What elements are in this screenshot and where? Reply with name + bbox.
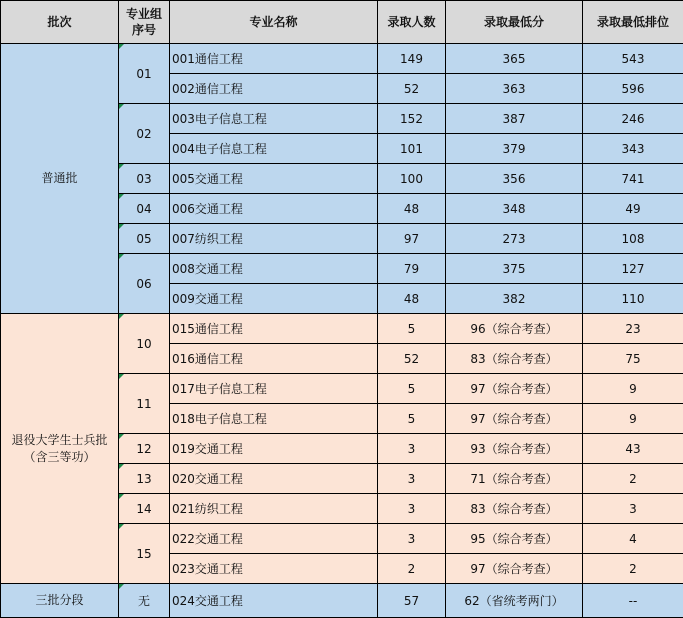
major-cell: 007纺织工程: [170, 224, 378, 254]
count-cell: 57: [378, 584, 446, 618]
corner-mark-icon: [119, 494, 124, 499]
group-number: 03: [136, 172, 151, 186]
group-cell: [119, 584, 170, 618]
min-score-cell: 348: [446, 194, 583, 224]
major-cell: 002通信工程: [170, 74, 378, 104]
major-cell: 005交通工程: [170, 164, 378, 194]
min-rank-cell: 75: [583, 344, 683, 374]
group-number: 11: [136, 397, 151, 411]
group-number: 01: [136, 67, 151, 81]
group-cell: [119, 104, 170, 164]
count-cell: 79: [378, 254, 446, 284]
header-major: 专业名称: [170, 1, 378, 44]
major-cell: 020交通工程: [170, 464, 378, 494]
count-cell: 5: [378, 404, 446, 434]
min-rank-cell: 596: [583, 74, 683, 104]
min-rank-cell: --: [583, 584, 683, 618]
group-cell: [119, 224, 170, 254]
major-cell: 009交通工程: [170, 284, 378, 314]
header-batch: 批次: [1, 1, 119, 44]
corner-mark-icon: [119, 434, 124, 439]
count-cell: 2: [378, 554, 446, 584]
major-cell: 016通信工程: [170, 344, 378, 374]
header-count: 录取人数: [378, 1, 446, 44]
batch-name: 退役大学生士兵批: [11, 433, 107, 447]
major-cell: 023交通工程: [170, 554, 378, 584]
group-cell: [119, 464, 170, 494]
batch-note: （含三等功）: [23, 450, 95, 464]
min-score-cell: 97（综合考查）: [446, 374, 583, 404]
group-cell: [119, 494, 170, 524]
major-cell: 019交通工程: [170, 434, 378, 464]
corner-mark-icon: [119, 464, 124, 469]
group-cell: [119, 434, 170, 464]
min-score-cell: 365: [446, 44, 583, 74]
min-rank-cell: 9: [583, 374, 683, 404]
min-score-cell: 356: [446, 164, 583, 194]
min-score-cell: 97（综合考查）: [446, 404, 583, 434]
count-cell: 3: [378, 464, 446, 494]
major-cell: 001通信工程: [170, 44, 378, 74]
count-cell: 5: [378, 374, 446, 404]
major-cell: 022交通工程: [170, 524, 378, 554]
count-cell: 48: [378, 284, 446, 314]
min-rank-cell: 108: [583, 224, 683, 254]
major-cell: 008交通工程: [170, 254, 378, 284]
min-score-cell: 93（综合考查）: [446, 434, 583, 464]
group-cell: [119, 374, 170, 434]
min-rank-cell: 23: [583, 314, 683, 344]
min-rank-cell: 43: [583, 434, 683, 464]
major-cell: 006交通工程: [170, 194, 378, 224]
corner-mark-icon: [119, 164, 124, 169]
count-cell: 52: [378, 74, 446, 104]
batch-cell: [1, 584, 119, 618]
count-cell: 3: [378, 494, 446, 524]
count-cell: 52: [378, 344, 446, 374]
group-cell: [119, 194, 170, 224]
major-cell: 021纺织工程: [170, 494, 378, 524]
count-cell: 5: [378, 314, 446, 344]
header-group-no: 专业组序号: [119, 1, 170, 44]
table-row: [1, 314, 683, 344]
min-score-cell: 96（综合考查）: [446, 314, 583, 344]
min-score-cell: 83（综合考查）: [446, 344, 583, 374]
corner-mark-icon: [119, 104, 124, 109]
min-rank-cell: 9: [583, 404, 683, 434]
batch-cell: [1, 314, 119, 584]
count-cell: 101: [378, 134, 446, 164]
group-number: 05: [136, 232, 151, 246]
min-score-cell: 387: [446, 104, 583, 134]
major-cell: 018电子信息工程: [170, 404, 378, 434]
corner-mark-icon: [119, 374, 124, 379]
corner-mark-icon: [119, 224, 124, 229]
min-score-cell: 71（综合考查）: [446, 464, 583, 494]
major-cell: 024交通工程: [170, 584, 378, 618]
batch-cell: [1, 44, 119, 314]
major-cell: 015通信工程: [170, 314, 378, 344]
group-cell: [119, 524, 170, 584]
group-cell: [119, 164, 170, 194]
corner-mark-icon: [119, 254, 124, 259]
header-row: [1, 1, 683, 44]
min-rank-cell: 741: [583, 164, 683, 194]
min-score-cell: 363: [446, 74, 583, 104]
min-rank-cell: 4: [583, 524, 683, 554]
group-number: 04: [136, 202, 151, 216]
min-rank-cell: 3: [583, 494, 683, 524]
min-rank-cell: 110: [583, 284, 683, 314]
count-cell: 3: [378, 434, 446, 464]
min-rank-cell: 2: [583, 464, 683, 494]
group-number: 15: [136, 547, 151, 561]
min-score-cell: 83（综合考查）: [446, 494, 583, 524]
min-rank-cell: 343: [583, 134, 683, 164]
corner-mark-icon: [119, 584, 124, 589]
group-number: 13: [136, 472, 151, 486]
table-row: [1, 584, 683, 618]
min-score-cell: 273: [446, 224, 583, 254]
corner-mark-icon: [119, 524, 124, 529]
group-number: 06: [136, 277, 151, 291]
group-cell: [119, 254, 170, 314]
major-cell: 017电子信息工程: [170, 374, 378, 404]
corner-mark-icon: [119, 194, 124, 199]
min-rank-cell: 2: [583, 554, 683, 584]
count-cell: 100: [378, 164, 446, 194]
min-score-cell: 382: [446, 284, 583, 314]
min-score-cell: 62（省统考两门）: [446, 584, 583, 618]
group-number: 10: [136, 337, 151, 351]
min-score-cell: 95（综合考查）: [446, 524, 583, 554]
header-min-rank: 录取最低排位: [583, 1, 683, 44]
group-cell: [119, 44, 170, 104]
table-row: [1, 44, 683, 74]
header-min-score: 录取最低分: [446, 1, 583, 44]
min-score-cell: 375: [446, 254, 583, 284]
corner-mark-icon: [119, 314, 124, 319]
min-rank-cell: 543: [583, 44, 683, 74]
count-cell: 3: [378, 524, 446, 554]
min-score-cell: 379: [446, 134, 583, 164]
major-cell: 004电子信息工程: [170, 134, 378, 164]
batch-name: 普通批: [41, 171, 77, 185]
min-rank-cell: 127: [583, 254, 683, 284]
corner-mark-icon: [119, 44, 124, 49]
count-cell: 149: [378, 44, 446, 74]
major-cell: 003电子信息工程: [170, 104, 378, 134]
group-number: 02: [136, 127, 151, 141]
count-cell: 48: [378, 194, 446, 224]
count-cell: 152: [378, 104, 446, 134]
group-cell: [119, 314, 170, 374]
group-number: 无: [138, 594, 150, 608]
min-rank-cell: 49: [583, 194, 683, 224]
group-number: 12: [136, 442, 151, 456]
batch-name: 三批分段: [35, 593, 83, 607]
min-score-cell: 97（综合考查）: [446, 554, 583, 584]
count-cell: 97: [378, 224, 446, 254]
min-rank-cell: 246: [583, 104, 683, 134]
group-number: 14: [136, 502, 151, 516]
